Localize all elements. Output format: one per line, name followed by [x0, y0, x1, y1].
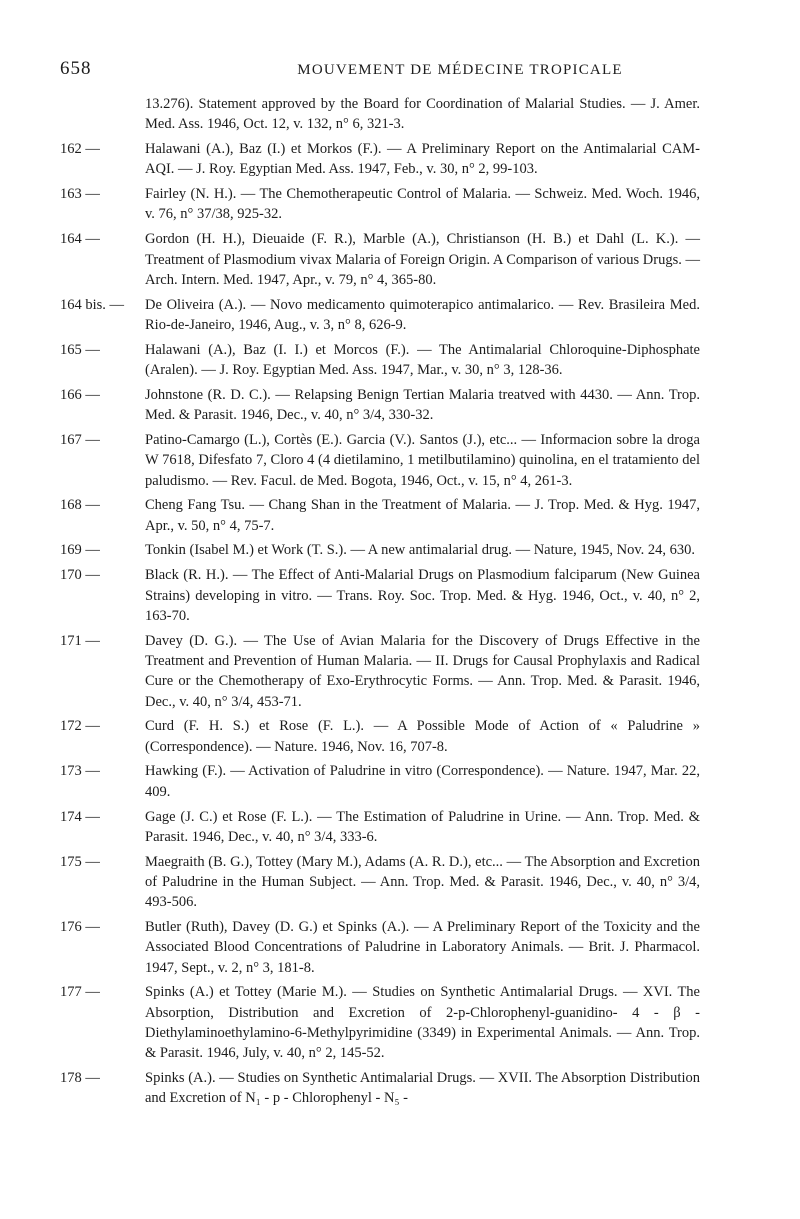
entry-number: 169 —: [60, 542, 100, 559]
entry-text: Fairley (N. H.). — The Chemotherapeutic Control of Malaria. — Schweiz. Med. Woch. 1946, v. 76, n° 37/38, 925-32.: [145, 186, 700, 223]
entry-text: Maegraith (B. G.), Tottey (Mary M.), Adams (A. R. D.), etc... — The Absorption and Excretion of Paludrine in the Human Subject. — Ann. Trop. Med. & Parasit. 1946, Dec., v. 40, n° 3/4, 493-506.: [145, 853, 700, 911]
entry-text: Spinks (A.). — Studies on Synthetic Antimalarial Drugs. — XVII. The Absorption Distribution and Excretion of N₁ - p - Chlorophenyl - N₅ -: [145, 1070, 700, 1107]
entry-number: 173 —: [60, 763, 100, 780]
entry-text: Tonkin (Isabel M.) et Work (T. S.). — A new antimalarial drug. — Nature, 1945, Nov. 24, 630.: [145, 542, 696, 559]
entry-text: Gordon (H. H.), Dieuaide (F. R.), Marble (A.), Christianson (H. B.) et Dahl (L. K.). — Treatment of Plasmodium vivax Malaria of Foreign Origin. A Comparison of various Drugs. — Arch. Intern. Med. 1947, Apr., v. 79, n° 4, 365-80.: [145, 231, 700, 288]
bibliography-entry: [60, 139, 700, 180]
bibliography-entry: [60, 295, 700, 336]
bibliography-entry: [60, 385, 700, 426]
entry-number: 165 —: [60, 341, 100, 358]
bibliography-entry: [60, 807, 700, 848]
entry-text: 13.276). Statement approved by the Board for Coordination of Malarial Studies. — J. Amer. Med. Ass. 1946, Oct. 12, v. 132, n° 6, 321-3.: [145, 96, 700, 133]
entry-number: 171 —: [60, 632, 100, 649]
bibliography-entry: [60, 540, 700, 560]
entry-number: 163 —: [60, 186, 100, 203]
entry-text: Halawani (A.), Baz (I.) et Morkos (F.). — A Preliminary Report on the Antimalarial CAM-AQI. — J. Roy. Egyptian Med. Ass. 1947, Feb., v. 30, n° 2, 99-103.: [145, 141, 700, 178]
bibliography-entry: [60, 716, 700, 757]
entry-text: Patino-Camargo (L.), Cortès (E.). Garcia (V.). Santos (J.), etc... — Informacion sobre la droga W 7618, Difesfato 7, Cloro 4 (4 dietilamino, 1 metilbutilamino) quinolina, en el tratamiento del paludismo. — Rev. Facul. de Med. Bogota, 1946, Oct., v. 15, n° 4, 261-3.: [145, 431, 700, 489]
bibliography-entry: [60, 761, 700, 802]
entry-number: 166 —: [60, 386, 100, 403]
entry-text: Curd (F. H. S.) et Rose (F. L.). — A Possible Mode of Action of « Paludrine » (Correspondence). — Nature. 1946, Nov. 16, 707-8.: [145, 718, 700, 755]
entry-text: De Oliveira (A.). — Novo medicamento quimoterapico antimalarico. — Rev. Brasileira Med. Rio-de-Janeiro, 1946, Aug., v. 3, n° 8, 626-9.: [145, 296, 700, 333]
journal-title: MOUVEMENT DE MÉDECINE TROPICALE: [297, 62, 623, 78]
entry-number: 170 —: [60, 567, 100, 584]
bibliography-entry: [60, 631, 700, 712]
entry-number: 175 —: [60, 853, 100, 870]
bibliography-entry: [60, 917, 700, 978]
bibliography-list: [60, 94, 700, 1113]
bibliography-entry: [60, 430, 700, 491]
entry-number: 176 —: [60, 918, 100, 935]
bibliography-entry: [60, 565, 700, 626]
bibliography-entry: [60, 229, 700, 290]
page-number: 658: [60, 58, 92, 79]
entry-text: Halawani (A.), Baz (I. I.) et Morcos (F.). — The Antimalarial Chloroquine-Diphosphate (Aralen). — J. Roy. Egyptian Med. Ass. 1947, Mar., v. 30, n° 3, 128-36.: [145, 341, 700, 379]
entry-number: 174 —: [60, 808, 100, 825]
bibliography-entry: [60, 495, 700, 536]
bibliography-entry: [60, 94, 700, 135]
bibliography-entry: [60, 982, 700, 1063]
entry-text: Spinks (A.) et Tottey (Marie M.). — Studies on Synthetic Antimalarial Drugs. — XVI. The Absorption, Distribution and Excretion of 2-p-Chlorophenyl-guanidino- 4 - β - Diethylaminoethylamino-6-Methylpyrimidine (3349) in Experimental Animals. — Ann. Trop. & Parasit. 1946, July, v. 40, n° 2, 145-52.: [145, 984, 700, 1062]
entry-text: Gage (J. C.) et Rose (F. L.). — The Estimation of Paludrine in Urine. — Ann. Trop. Med. & Parasit. 1946, Dec., v. 40, n° 3/4, 333-6.: [145, 808, 700, 845]
entry-text: Davey (D. G.). — The Use of Avian Malaria for the Discovery of Drugs Effective in the Treatment and Prevention of Human Malaria. — II. Drugs for Causal Prophylaxis and Radical Cure or the Chemotherapy of Exo-Erythrocytic Forms. — Ann. Trop. Med. & Parasit. 1946, Dec., v. 40, n° 3/4, 453-71.: [145, 632, 700, 710]
entry-number: 164 bis. —: [60, 296, 125, 313]
bibliography-entry: [60, 184, 700, 225]
entry-number: 164 —: [60, 231, 100, 248]
entry-text: Cheng Fang Tsu. — Chang Shan in the Treatment of Malaria. — J. Trop. Med. & Hyg. 1947, Apr., v. 50, n° 4, 75-7.: [145, 497, 700, 534]
entry-text: Johnstone (R. D. C.). — Relapsing Benign Tertian Malaria treatved with 4430. — Ann. Trop. Med. & Parasit. 1946, Dec., v. 40, n° 3/4, 330-32.: [145, 386, 700, 424]
entry-number: 168 —: [60, 497, 100, 514]
entry-number: 172 —: [60, 718, 100, 735]
entry-number: 167 —: [60, 431, 100, 448]
entry-number: 178 —: [60, 1070, 100, 1087]
entry-text: Hawking (F.). — Activation of Paludrine in vitro (Correspondence). — Nature. 1947, Mar. 22, 409.: [145, 763, 700, 800]
bibliography-entry: [60, 1068, 700, 1109]
bibliography-entry: [60, 340, 700, 381]
entry-text: Butler (Ruth), Davey (D. G.) et Spinks (A.). — A Preliminary Report of the Toxicity and the Associated Blood Concentrations of Paludrine in Laboratory Animals. — Brit. J. Pharmacol. 1947, Sept., v. 2, n° 3, 181-8.: [145, 918, 700, 976]
entry-number: 162 —: [60, 141, 100, 158]
entry-number: 177 —: [60, 984, 100, 1001]
running-head: [60, 58, 740, 82]
bibliography-entry: [60, 852, 700, 913]
entry-text: Black (R. H.). — The Effect of Anti-Malarial Drugs on Plasmodium falciparum (New Guinea Strains) developing in vitro. — Trans. Roy. Soc. Trop. Med. & Hyg. 1946, Oct., v. 40, n° 2, 163-70.: [145, 567, 700, 624]
